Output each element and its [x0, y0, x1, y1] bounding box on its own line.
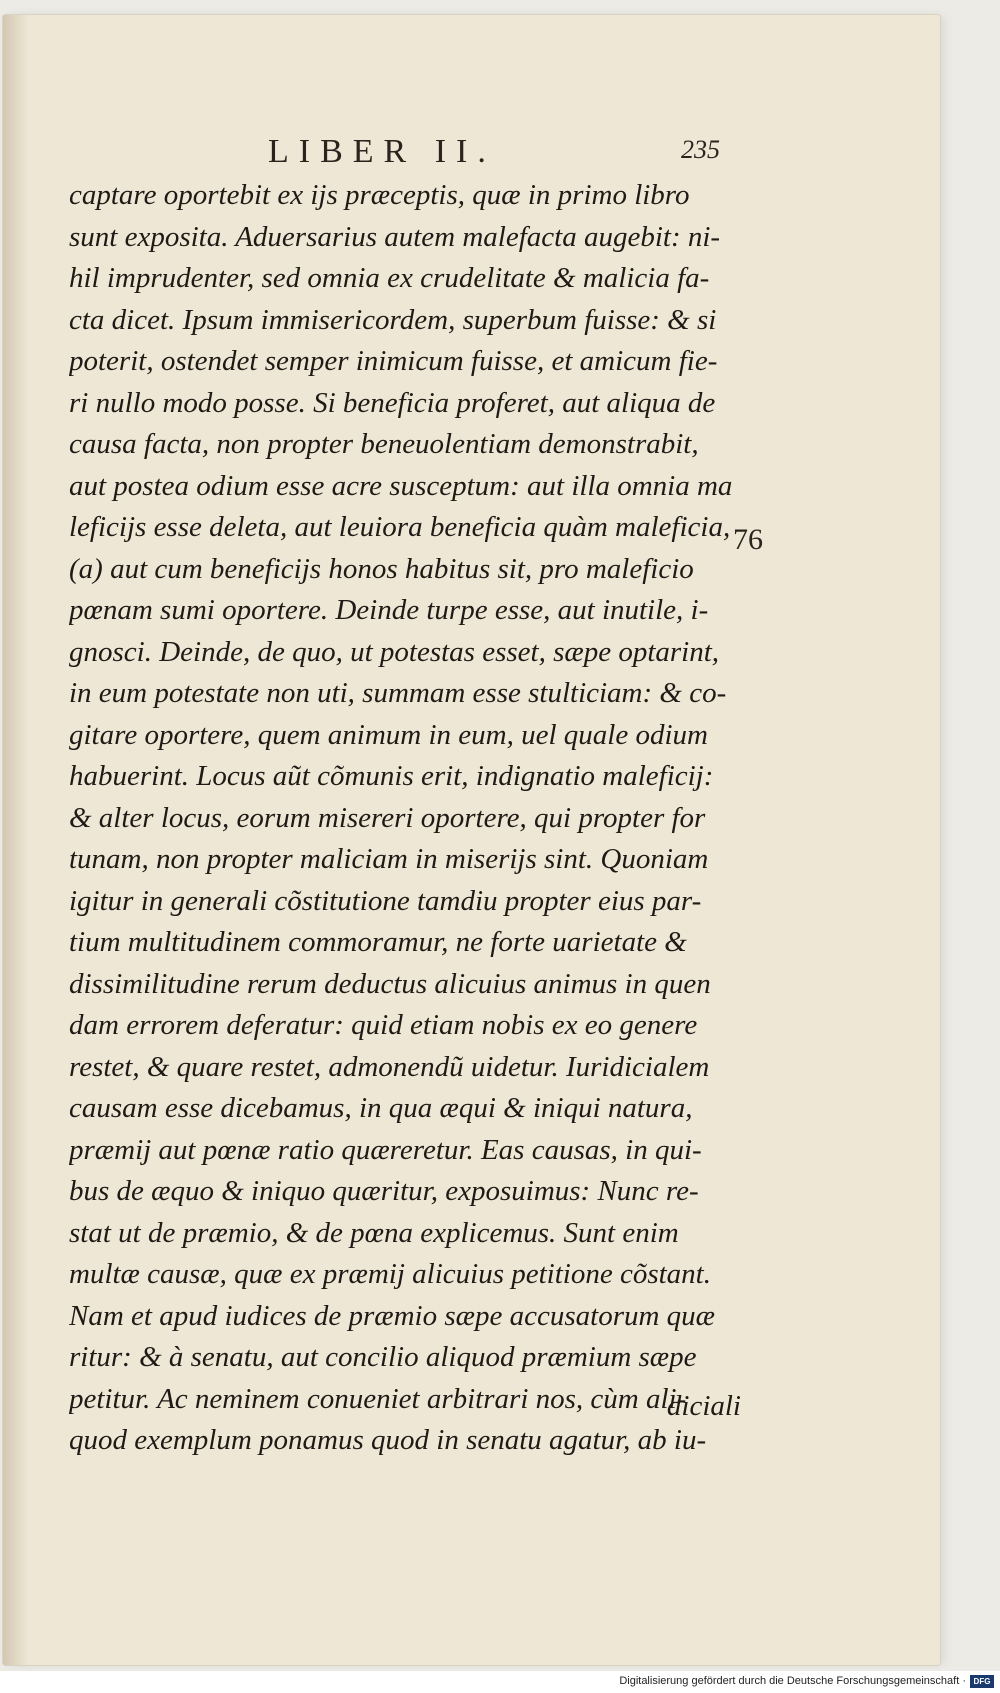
text-line: hil imprudenter, sed omnia ex crudelitate & malicia fa-	[69, 262, 710, 294]
page-gutter-shadow	[3, 15, 29, 1665]
text-line: præmij aut pœnæ ratio quæreretur. Eas causas, in qui-	[69, 1133, 702, 1166]
text-line: bus de æquo & iniquo quæritur, exposuimus: Nunc re-	[69, 1175, 699, 1207]
text-line: Nam et apud iudices de præmio sæpe accusatorum quæ	[69, 1299, 716, 1332]
text-line: sunt exposita. Aduersarius autem malefacta augebit: ni-	[69, 220, 721, 253]
body-text	[69, 175, 741, 1462]
digitization-footer	[0, 1671, 1000, 1693]
text-line: leficijs esse deleta, aut leuiora beneficia quàm maleficia,	[69, 511, 731, 543]
text-line: gnosci. Deinde, de quo, ut potestas esset, sæpe optarint,	[69, 635, 720, 668]
text-line: gitare oportere, quem animum in eum, uel quale odium	[69, 718, 708, 751]
funding-credit: Digitalisierung gefördert durch die Deutsche Forschungsgemeinschaft ·	[619, 1675, 966, 1687]
text-line: pœnam sumi oportere. Deinde turpe esse, aut inutile, i-	[69, 594, 709, 626]
text-line: causa facta, non propter beneuolentiam demonstrabit,	[69, 428, 699, 460]
margin-note: 76	[733, 523, 763, 556]
text-line: dissimilitudine rerum deductus alicuius animus in quen	[69, 967, 711, 1000]
catchword: diciali	[666, 1390, 741, 1422]
text-line: quod exemplum ponamus quod in senatu agatur, ab iu-	[69, 1424, 707, 1456]
text-line: in eum potestate non uti, summam esse stulticiam: & co-	[69, 677, 727, 709]
text-line: stat ut de præmio, & de pœna explicemus. Sunt enim	[69, 1216, 679, 1249]
text-line: causam esse dicebamus, in qua æqui & iniqui natura,	[69, 1092, 693, 1124]
book-page	[3, 15, 940, 1665]
catchword-row	[69, 1390, 741, 1423]
dfg-logo: DFG	[970, 1675, 994, 1688]
text-line: poterit, ostendet semper inimicum fuisse, et amicum fie-	[69, 345, 718, 377]
page-number: 235	[681, 135, 720, 164]
text-line: ri nullo modo posse. Si beneficia proferet, aut aliqua de	[69, 386, 716, 419]
text-line: multæ causæ, quæ ex præmij alicuius petitione cõstant.	[69, 1258, 711, 1290]
text-line: petitur. Ac neminem conueniet arbitrari nos, cùm ali-	[69, 1382, 687, 1415]
text-line: cta dicet. Ipsum immisericordem, superbum fuisse: & si	[69, 303, 717, 336]
text-line: & alter locus, eorum misereri oportere, qui propter for	[69, 801, 706, 834]
running-head: LIBER II.	[268, 133, 496, 170]
text-line: (a) aut cum beneficijs honos habitus sit, pro maleficio	[69, 552, 694, 585]
text-line: restet, & quare restet, admonendũ uidetur. Iuridicialem	[69, 1050, 710, 1083]
text-line: habuerint. Locus aũt cõmunis erit, indignatio maleficij:	[69, 760, 714, 792]
text-line: aut postea odium esse acre susceptum: aut illa omnia ma	[69, 469, 733, 502]
text-line: tium multitudinem commoramur, ne forte uarietate &	[69, 926, 687, 958]
text-line: dam errorem deferatur: quid etiam nobis ex eo genere	[69, 1009, 698, 1041]
text-line: captare oportebit ex ijs præceptis, quæ in primo libro	[69, 179, 690, 211]
text-line: tunam, non propter maliciam in miserijs sint. Quoniam	[69, 843, 709, 875]
text-line: ritur: & à senatu, aut concilio aliquod præmium sæpe	[69, 1341, 697, 1373]
text-line: igitur in generali cõstitutione tamdiu propter eius par-	[69, 884, 702, 917]
page-header	[3, 123, 940, 175]
